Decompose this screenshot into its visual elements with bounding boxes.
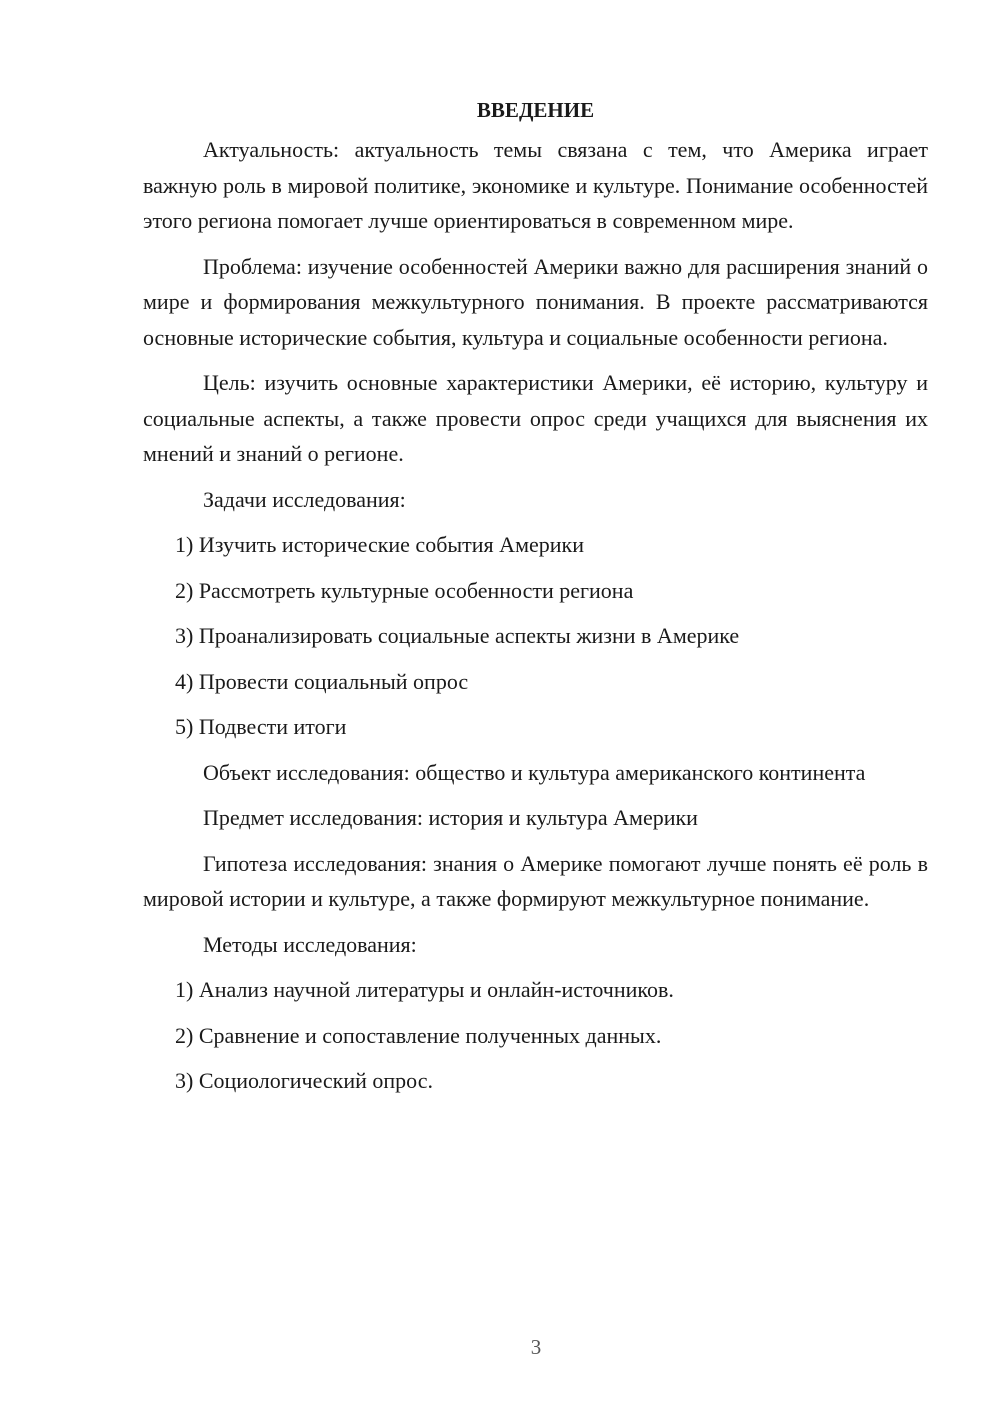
paragraph-goal: Цель: изучить основные характеристики Америки, её историю, культуру и социальные аспекты, а также провести опрос среди учащихся для выяснения их мнений и знаний о регионе. (143, 370, 928, 466)
tasks-list (143, 527, 928, 745)
list-item: 1) Изучить исторические события Америки (175, 532, 584, 557)
section-title: ВВЕДЕНИЕ (476, 98, 595, 122)
list-item: 5) Подвести итоги (175, 714, 347, 739)
list-item: 2) Рассмотреть культурные особенности региона (175, 577, 634, 603)
list-item: 3) Проанализировать социальные аспекты жизни в Америке (175, 623, 740, 648)
page-number: 3 (530, 1335, 542, 1359)
paragraph-object: Объект исследования: общество и культура американского континента (203, 759, 866, 785)
list-item: 2) Сравнение и сопоставление полученных данных. (175, 1022, 662, 1048)
page-content (143, 92, 928, 1109)
list-item: 4) Провести социальный опрос (175, 668, 469, 694)
tasks-heading: Задачи исследования: (203, 486, 406, 512)
paragraph-subject: Предмет исследования: история и культура Америки (203, 805, 698, 830)
paragraph-hypothesis: Гипотеза исследования: знания о Америке помогают лучше понять её роль в мировой истории и культуре, а также формируют межкультурное понимание. (143, 850, 928, 911)
list-item: 1) Анализ научной литературы и онлайн-источников. (175, 977, 674, 1002)
methods-list (143, 972, 928, 1099)
list-item: 3) Социологический опрос. (175, 1068, 433, 1093)
methods-heading: Методы исследования: (203, 931, 417, 957)
paragraph-problem: Проблема: изучение особенностей Америки важно для расширения знаний о мире и формирования межкультурного понимания. В проекте рассматриваются основные исторические события, культура и социальные особенности региона. (143, 253, 928, 350)
paragraph-relevance: Актуальность: актуальность темы связана с тем, что Америка играет важную роль в мировой политике, экономике и культуре. Понимание особенностей этого региона помогает лучше ориентироваться в современном мире. (143, 137, 928, 233)
